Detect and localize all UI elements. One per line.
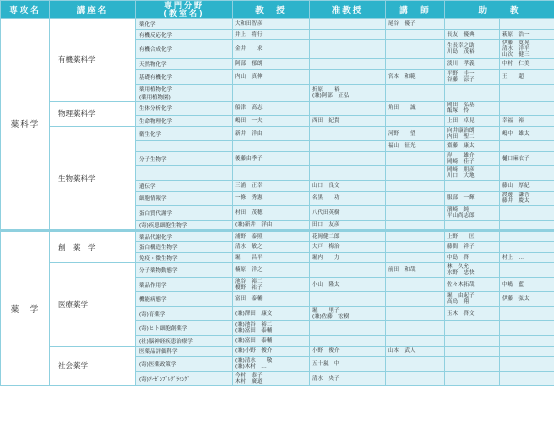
- assistant1-cell: 齋藤 康太: [445, 141, 500, 152]
- lecturer-cell: [386, 220, 445, 231]
- field-cell: (寄)疾患細胞生物学: [136, 220, 233, 231]
- field-cell: 生体分析化学: [136, 101, 233, 116]
- lecturer-cell: 角田 誠: [386, 101, 445, 116]
- header-assistant: 助 教: [445, 1, 554, 19]
- professor-cell: [233, 166, 310, 181]
- professor-cell: 富田 泰輔: [233, 292, 310, 307]
- course-cell: 物理薬科学: [50, 101, 136, 126]
- assistant1-cell: [445, 335, 500, 346]
- associate-cell: 山口 良文: [310, 180, 386, 191]
- associate-cell: [310, 166, 386, 181]
- lecturer-cell: [386, 231, 445, 242]
- professor-cell: 内山 真伸: [233, 70, 310, 85]
- table-row: [1, 346, 554, 357]
- associate-cell: 名黒 功: [310, 191, 386, 206]
- associate-cell: 八代田英樹: [310, 206, 386, 221]
- assistant1-cell: [445, 371, 500, 386]
- assistant1-cell: 向井康治朗 内田 聖二: [445, 126, 500, 141]
- professor-cell: 新井 洋由: [233, 126, 310, 141]
- assistant2-cell: [500, 335, 554, 346]
- assistant2-cell: [500, 84, 554, 101]
- assistant1-cell: 平野 圭一 谷藤 涼子: [445, 70, 500, 85]
- lecturer-cell: 河野 望: [386, 126, 445, 141]
- associate-cell: [310, 70, 386, 85]
- professor-cell: 大和田智彦: [233, 19, 310, 30]
- assistant2-cell: [500, 19, 554, 30]
- field-cell: 基礎有機化学: [136, 70, 233, 85]
- assistant1-cell: 堀 由起子 高鳥 翔: [445, 292, 500, 307]
- field-cell: 薬品作用学: [136, 277, 233, 292]
- assistant1-cell: 生長幸之助 川島 茂裕: [445, 40, 500, 59]
- lecturer-cell: [386, 252, 445, 263]
- associate-cell: 堀内 力: [310, 252, 386, 263]
- lecturer-cell: 宮本 和範: [386, 70, 445, 85]
- lecturer-cell: 尾谷 優子: [386, 19, 445, 30]
- professor-cell: (兼)富田 泰輔: [233, 335, 310, 346]
- header-course: 講座名: [50, 1, 136, 19]
- professor-cell: 堀 昌平: [233, 252, 310, 263]
- assistant1-cell: 中島 啓: [445, 252, 500, 263]
- field-cell: 蛋白構造生物学: [136, 242, 233, 253]
- assistant1-cell: [445, 19, 500, 30]
- assistant2-cell: [500, 371, 554, 386]
- professor-cell: 嶋田 一夫: [233, 116, 310, 127]
- field-cell: 分子薬物動態学: [136, 263, 233, 278]
- assistant1-cell: 藤間 祥子: [445, 242, 500, 253]
- lecturer-cell: [386, 335, 445, 346]
- lecturer-cell: [386, 180, 445, 191]
- professor-cell: 船津 高志: [233, 101, 310, 116]
- lecturer-cell: [386, 277, 445, 292]
- lecturer-cell: [386, 306, 445, 321]
- professor-cell: 後藤由季子: [233, 151, 310, 166]
- professor-cell: [233, 84, 310, 101]
- assistant2-cell: [500, 206, 554, 221]
- assistant2-cell: 樋口麻衣子: [500, 151, 554, 166]
- assistant2-cell: 萩原 浩一: [500, 29, 554, 40]
- lecturer-cell: [386, 116, 445, 127]
- professor-cell: 一條 秀憲: [233, 191, 310, 206]
- field-cell: (寄)ヒト細胞創薬学: [136, 321, 233, 336]
- professor-cell: 今村 恭子 木村 廣道: [233, 371, 310, 386]
- assistant1-cell: 岡﨑 朋彦 川口 大地: [445, 166, 500, 181]
- field-cell: [136, 166, 233, 181]
- assistant1-cell: 林 久允 水野 忠快: [445, 263, 500, 278]
- field-cell: 天然物化学: [136, 59, 233, 70]
- header-field: 専門分野 (教室名): [136, 1, 233, 19]
- header-associate: 准教授: [310, 1, 386, 19]
- associate-cell: 花岡健二郎: [310, 231, 386, 242]
- assistant2-cell: 伊藤 弦太: [500, 292, 554, 307]
- assistant1-cell: [445, 84, 500, 101]
- field-cell: (社)脳神経疾患治療学: [136, 335, 233, 346]
- lecturer-cell: [386, 29, 445, 40]
- table-row: [1, 126, 554, 141]
- assistant1-cell: 長友 優典: [445, 29, 500, 40]
- header-major: 専攻名: [1, 1, 50, 19]
- lecturer-cell: [386, 242, 445, 253]
- associate-cell: 折原 裕 (兼)阿部 正弘: [310, 84, 386, 101]
- field-cell: (寄)ｱｰｾﾞﾝﾌﾞﾚｸﾞﾗﾐﾝｸﾞ: [136, 371, 233, 386]
- lecturer-cell: 福山 征光: [386, 141, 445, 152]
- assistant2-cell: [500, 357, 554, 372]
- assistant1-cell: 上田 卓見: [445, 116, 500, 127]
- professor-cell: 金井 求: [233, 40, 310, 59]
- course-cell: 有機薬科学: [50, 19, 136, 102]
- lecturer-cell: 山本 武人: [386, 346, 445, 357]
- professor-cell: 井上 将行: [233, 29, 310, 40]
- associate-cell: [310, 321, 386, 336]
- table-row: [1, 19, 554, 30]
- associate-cell: 堀 里子 (兼)佐藤 宏樹: [310, 306, 386, 321]
- associate-cell: [310, 141, 386, 152]
- assistant2-cell: [500, 231, 554, 242]
- assistant2-cell: [500, 263, 554, 278]
- assistant2-cell: [500, 220, 554, 231]
- professor-cell: 池谷 裕二 榎野 祐子: [233, 277, 310, 292]
- field-cell: 有機反応化学: [136, 29, 233, 40]
- assistant1-cell: [445, 180, 500, 191]
- assistant2-cell: 王 超: [500, 70, 554, 85]
- associate-cell: [310, 292, 386, 307]
- associate-cell: 清水 央子: [310, 371, 386, 386]
- lecturer-cell: 前田 和哉: [386, 263, 445, 278]
- field-cell: 遺伝学: [136, 180, 233, 191]
- assistant1-cell: [445, 357, 500, 372]
- assistant1-cell: 淡川 孝義: [445, 59, 500, 70]
- professor-cell: (兼)清水 敬 (兼)木村 …: [233, 357, 310, 372]
- lecturer-cell: [386, 40, 445, 59]
- professor-cell: 阿部 郁朗: [233, 59, 310, 70]
- associate-cell: [310, 59, 386, 70]
- assistant1-cell: 濱崎 純 平山尚志郎: [445, 206, 500, 221]
- associate-cell: 田口 友彦: [310, 220, 386, 231]
- field-cell: 蛋白質代謝学: [136, 206, 233, 221]
- assistant2-cell: [500, 306, 554, 321]
- table-row: [1, 231, 554, 242]
- lecturer-cell: [386, 357, 445, 372]
- field-cell: 免疫・微生物学: [136, 252, 233, 263]
- field-cell: 薬化学: [136, 19, 233, 30]
- assistant1-cell: [445, 220, 500, 231]
- assistant2-cell: 嶋中 雄太: [500, 126, 554, 141]
- header-row: [1, 1, 554, 19]
- assistant1-cell: [445, 346, 500, 357]
- lecturer-cell: [386, 321, 445, 336]
- professor-cell: 三浦 正幸: [233, 180, 310, 191]
- field-cell: (寄)育薬学: [136, 306, 233, 321]
- header-professor: 教 授: [233, 1, 310, 19]
- assistant2-cell: [500, 166, 554, 181]
- assistant2-cell: 村上 …: [500, 252, 554, 263]
- assistant2-cell: 伊藤 寛晃 清水 洋平 山次 健三: [500, 40, 554, 59]
- lecturer-cell: [386, 151, 445, 166]
- professor-cell: [233, 141, 310, 152]
- assistant1-cell: 上野 匡: [445, 231, 500, 242]
- major-cell: 薬 学: [1, 231, 50, 386]
- professor-cell: 楠原 洋之: [233, 263, 310, 278]
- assistant1-cell: 服部 一輝: [445, 191, 500, 206]
- assistant1-cell: 玉木 啓文: [445, 306, 500, 321]
- lecturer-cell: [386, 371, 445, 386]
- course-cell: 生物薬科学: [50, 126, 136, 231]
- lecturer-cell: [386, 84, 445, 101]
- associate-cell: [310, 151, 386, 166]
- associate-cell: [310, 29, 386, 40]
- associate-cell: [310, 263, 386, 278]
- table-row: [1, 101, 554, 116]
- major-cell: 薬科学: [1, 19, 50, 231]
- field-cell: 衛生化学: [136, 126, 233, 141]
- lecturer-cell: [386, 206, 445, 221]
- lecturer-cell: [386, 166, 445, 181]
- field-cell: 機能病態学: [136, 292, 233, 307]
- course-cell: 医療薬学: [50, 263, 136, 346]
- field-cell: [136, 141, 233, 152]
- associate-cell: 西田 紀貴: [310, 116, 386, 127]
- professor-cell: (兼)澤田 康文: [233, 306, 310, 321]
- associate-cell: [310, 40, 386, 59]
- lecturer-cell: [386, 59, 445, 70]
- associate-cell: [310, 335, 386, 346]
- field-cell: 医薬品評価科学: [136, 346, 233, 357]
- field-cell: 分子生物学: [136, 151, 233, 166]
- associate-cell: [310, 101, 386, 116]
- field-cell: 細胞情報学: [136, 191, 233, 206]
- assistant2-cell: [500, 346, 554, 357]
- assistant1-cell: [445, 321, 500, 336]
- associate-cell: [310, 126, 386, 141]
- field-cell: (寄)医薬政策学: [136, 357, 233, 372]
- assistant1-cell: 岸 雄介 岡崎 佳子: [445, 151, 500, 166]
- assistant2-cell: [500, 242, 554, 253]
- assistant2-cell: 中嶋 藍: [500, 277, 554, 292]
- associate-cell: 小山 隆太: [310, 277, 386, 292]
- table-row: [1, 263, 554, 278]
- lecturer-cell: [386, 191, 445, 206]
- assistant2-cell: 幸福 裕: [500, 116, 554, 127]
- assistant1-cell: 佐々木拓哉: [445, 277, 500, 292]
- assistant1-cell: 岡田 弘基 飯塚 怜: [445, 101, 500, 116]
- field-cell: 生命物理化学: [136, 116, 233, 127]
- lecturer-cell: [386, 292, 445, 307]
- field-cell: 薬品代謝化学: [136, 231, 233, 242]
- professor-cell: 清水 敏之: [233, 242, 310, 253]
- professor-cell: (兼)池谷 裕二 (兼)富田 泰輔: [233, 321, 310, 336]
- course-cell: 社会薬学: [50, 346, 136, 386]
- assistant2-cell: 渡邊 謙吾 藤井 慶太: [500, 191, 554, 206]
- assistant2-cell: [500, 101, 554, 116]
- assistant2-cell: 藤山 厚紀: [500, 180, 554, 191]
- assistant2-cell: [500, 321, 554, 336]
- professor-cell: (兼)小野 俊介: [233, 346, 310, 357]
- professor-cell: (兼)新井 洋由: [233, 220, 310, 231]
- professor-cell: 村田 茂穂: [233, 206, 310, 221]
- field-cell: 有機合成化学: [136, 40, 233, 59]
- assistant2-cell: 中村 仁美: [500, 59, 554, 70]
- associate-cell: [310, 19, 386, 30]
- associate-cell: 大戸 梅治: [310, 242, 386, 253]
- associate-cell: 小野 俊介: [310, 346, 386, 357]
- header-lecturer: 講 師: [386, 1, 445, 19]
- professor-cell: 浦野 泰照: [233, 231, 310, 242]
- associate-cell: 五十嵐 中: [310, 357, 386, 372]
- field-cell: 薬用植物化学 (薬用植物園): [136, 84, 233, 101]
- course-cell: 創 薬 学: [50, 231, 136, 263]
- assistant2-cell: [500, 141, 554, 152]
